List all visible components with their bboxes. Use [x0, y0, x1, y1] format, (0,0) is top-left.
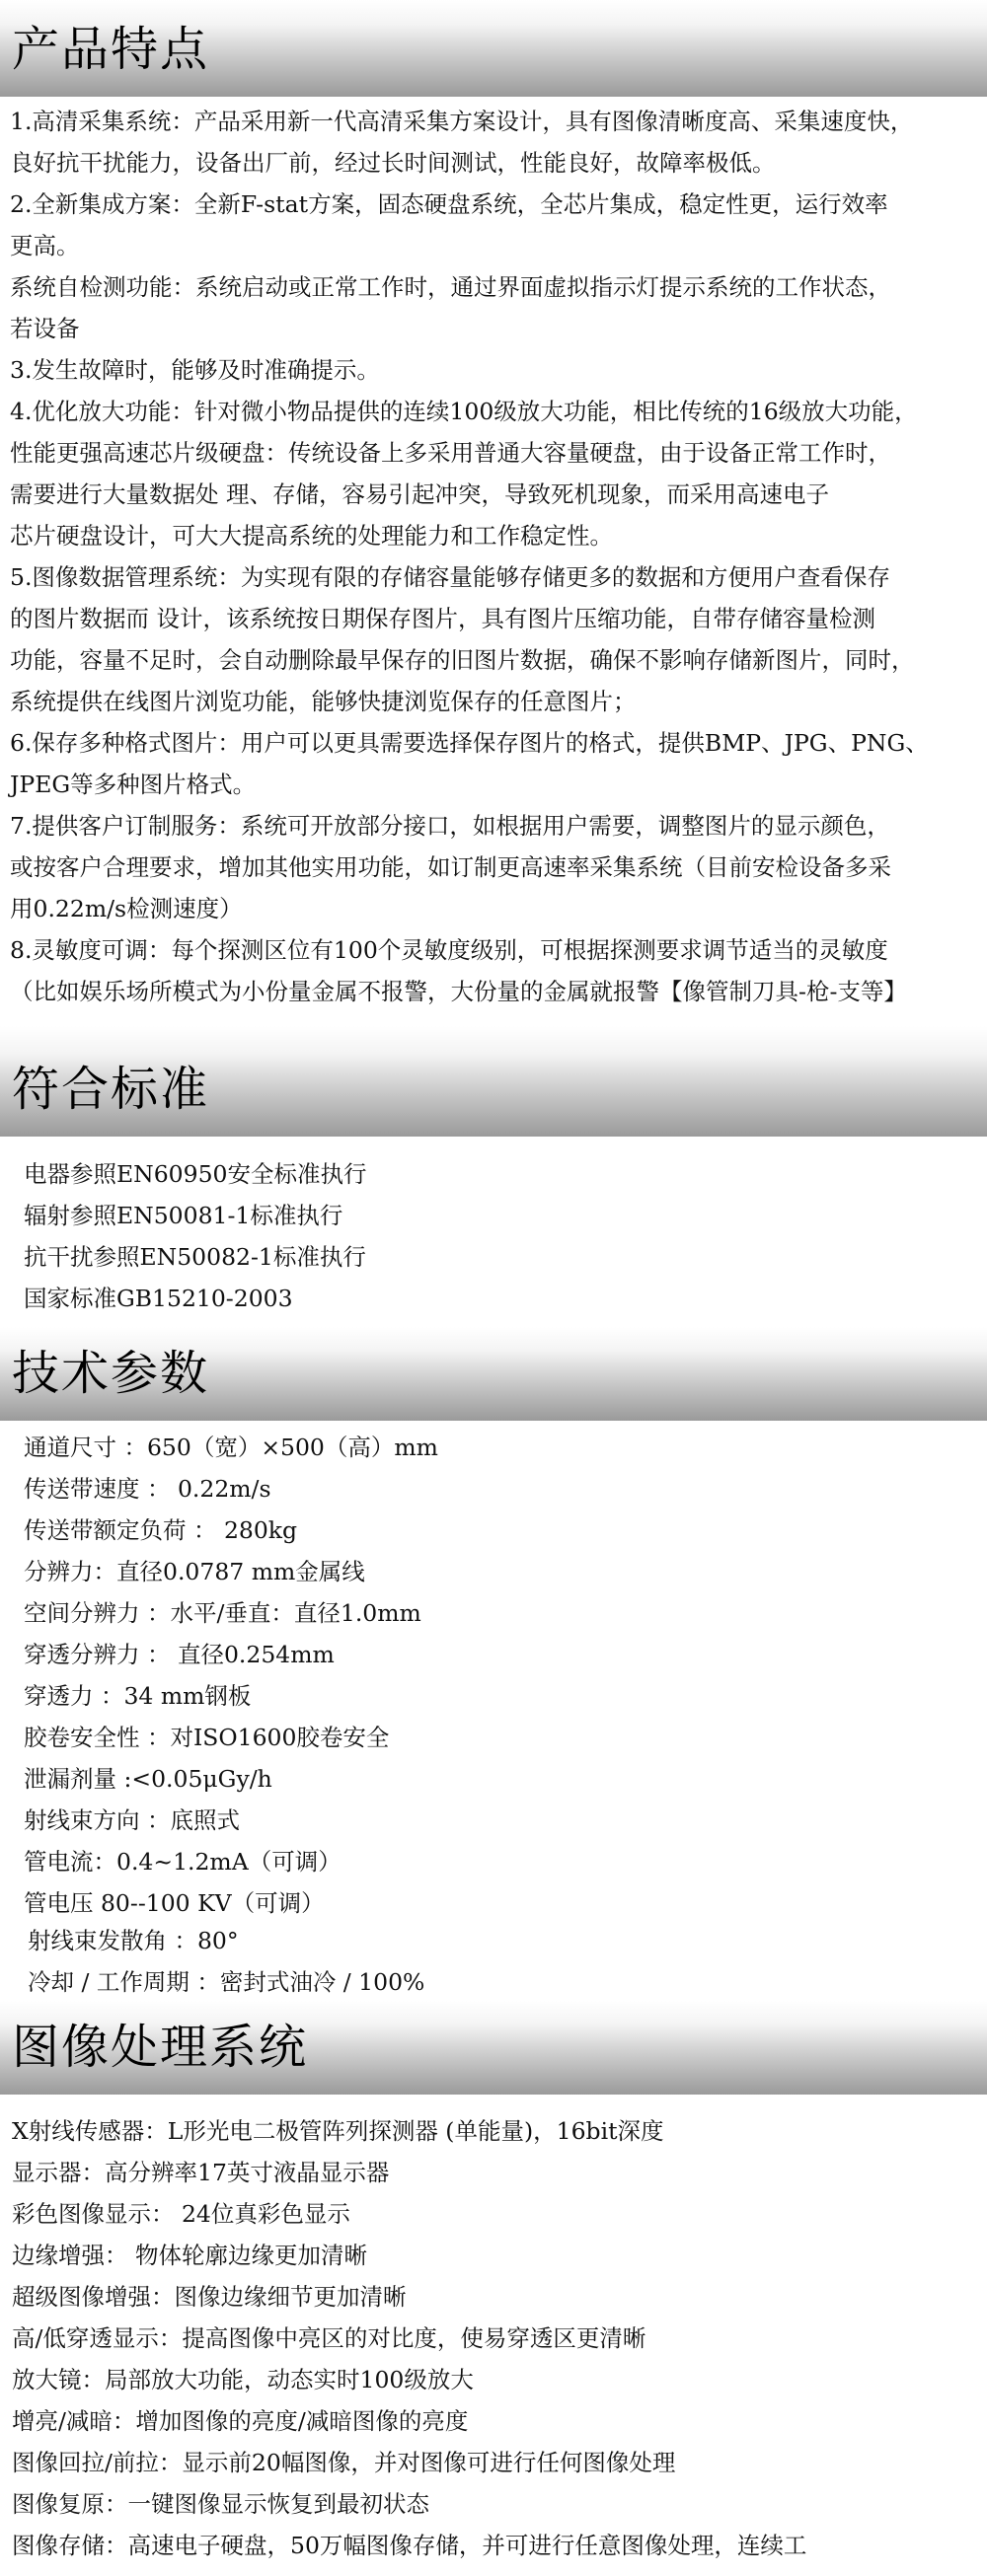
tech-param-line: 管电流：0.4~1.2mA（可调）	[24, 1848, 342, 1876]
tech-param-line: 通道尺寸 ：650（宽）×500（高）mm	[24, 1434, 438, 1461]
feature-line: 7.提供客户订制服务：系统可开放部分接口，如根据用户需要，调整图片的显示颜色，	[10, 812, 890, 840]
imaging-line: 图像存储：高速电子硬盘，50万幅图像存储，并可进行任意图像处理，连续工	[12, 2532, 807, 2559]
imaging-line: 彩色图像显示： 24位真彩色显示	[12, 2200, 350, 2228]
section-title: 图像处理系统	[12, 2020, 309, 2075]
feature-line: 系统自检测功能：系统启动或正常工作时，通过界面虚拟指示灯提示系统的工作状态，	[10, 273, 891, 301]
feature-line: 用0.22m/s检测速度）	[10, 895, 243, 922]
section-title: 产品特点	[12, 22, 210, 77]
feature-line: 2.全新集成方案：全新F-stat方案，固态硬盘系统，全芯片集成，稳定性更，运行效率	[10, 190, 888, 218]
tech-param-line: 传送带额定负荷 ： 280kg	[24, 1516, 298, 1544]
imaging-line: 显示器：高分辨率17英寸液晶显示器	[12, 2159, 390, 2186]
feature-line: 8.灵敏度可调：每个探测区位有100个灵敏度级别，可根据探测要求调节适当的灵敏度	[10, 936, 888, 964]
feature-line: 的图片数据而 设计，该系统按日期保存图片，具有图片压缩功能，自带存储容量检测	[10, 605, 875, 632]
imaging-line: 放大镜：局部放大功能，动态实时100级放大	[12, 2366, 474, 2393]
feature-line: 性能更强高速芯片级硬盘：传统设备上多采用普通大容量硬盘，由于设备正常工作时，	[10, 439, 891, 467]
feature-line: 6.保存多种格式图片：用户可以更具需要选择保存图片的格式，提供BMP、JPG、PNG、	[10, 729, 929, 757]
tech-param-line: 传送带速度 ： 0.22m/s	[24, 1475, 271, 1503]
section-title: 技术参数	[12, 1346, 210, 1401]
feature-line: 4.优化放大功能：针对微小物品提供的连续100级放大功能，相比传统的16级放大功能，	[10, 398, 918, 425]
feature-line: 若设备	[10, 315, 80, 342]
imaging-line: 高/低穿透显示：提高图像中亮区的对比度，使易穿透区更清晰	[12, 2324, 646, 2352]
feature-line: 5.图像数据管理系统：为实现有限的存储容量能够存储更多的数据和方便用户查看保存	[10, 563, 890, 591]
tech-param-line: 穿透力 ：34 mm钢板	[24, 1682, 252, 1710]
feature-line: JPEG等多种图片格式。	[10, 771, 257, 798]
standard-line: 电器参照EN60950安全标准执行	[24, 1160, 367, 1188]
feature-line: 或按客户合理要求，增加其他实用功能，如订制更高速率采集系统（目前安检设备多采	[10, 853, 891, 881]
tech-param-line: 分辨力：直径0.0787 mm金属线	[24, 1558, 365, 1585]
imaging-line: 超级图像增强：图像边缘细节更加清晰	[12, 2283, 407, 2311]
feature-line: 良好抗干扰能力，设备出厂前，经过长时间测试，性能良好，故障率极低。	[10, 149, 776, 177]
standard-line: 抗干扰参照EN50082-1标准执行	[24, 1243, 366, 1271]
section-header-standards	[0, 1026, 987, 1137]
standard-line: 辐射参照EN50081-1标准执行	[24, 1202, 343, 1229]
section-header-tech-params	[0, 1327, 987, 1421]
tech-param-line: 胶卷安全性 ：对ISO1600胶卷安全	[24, 1724, 390, 1751]
feature-line: 系统提供在线图片浏览功能，能够快捷浏览保存的任意图片；	[10, 688, 637, 715]
imaging-line: 增亮/减暗：增加图像的亮度/减暗图像的亮度	[12, 2407, 469, 2435]
imaging-line: 边缘增强： 物体轮廓边缘更加清晰	[12, 2242, 367, 2269]
feature-line: 1.高清采集系统：产品采用新一代高清采集方案设计，具有图像清晰度高、采集速度快，	[10, 108, 914, 135]
section-header-imaging	[0, 2001, 987, 2095]
feature-line: （比如娱乐场所模式为小份量金属不报警，大份量的金属就报警【像管制刀具-枪-支等】	[10, 978, 907, 1005]
imaging-line: 图像回拉/前拉：显示前20幅图像，并对图像可进行任何图像处理	[12, 2449, 676, 2476]
feature-line: 需要进行大量数据处 理、存储，容易引起冲突，导致死机现象，而采用高速电子	[10, 480, 829, 508]
section-header-features	[0, 0, 987, 97]
feature-line: 芯片硬盘设计，可大大提高系统的处理能力和工作稳定性。	[10, 522, 613, 550]
tech-param-line: 射线束方向 ：底照式	[24, 1806, 240, 1834]
feature-line: 3.发生故障时，能够及时准确提示。	[10, 356, 380, 384]
tech-param-line: 空间分辨力 ：水平/垂直：直径1.0mm	[24, 1599, 421, 1627]
section-title: 符合标准	[12, 1062, 210, 1117]
imaging-line: 图像复原：一键图像显示恢复到最初状态	[12, 2490, 429, 2518]
tech-param-line: 射线束发散角 ：80°	[28, 1927, 239, 1954]
tech-param-line: 管电压 80--100 KV（可调）	[24, 1889, 325, 1917]
imaging-line: X射线传感器：L形光电二极管阵列探测器 (单能量)，16bit深度	[12, 2117, 664, 2145]
tech-param-line: 冷却 / 工作周期 ：密封式油冷 / 100%	[28, 1968, 425, 1996]
feature-line: 功能，容量不足时，会自动删除最早保存的旧图片数据，确保不影响存储新图片，同时，	[10, 646, 915, 674]
standard-line: 国家标准GB15210-2003	[24, 1285, 293, 1312]
tech-param-line: 穿透分辨力 ： 直径0.254mm	[24, 1641, 335, 1668]
feature-line: 更高。	[10, 232, 80, 259]
tech-param-line: 泄漏剂量 :<0.05μGy/h	[24, 1765, 272, 1793]
